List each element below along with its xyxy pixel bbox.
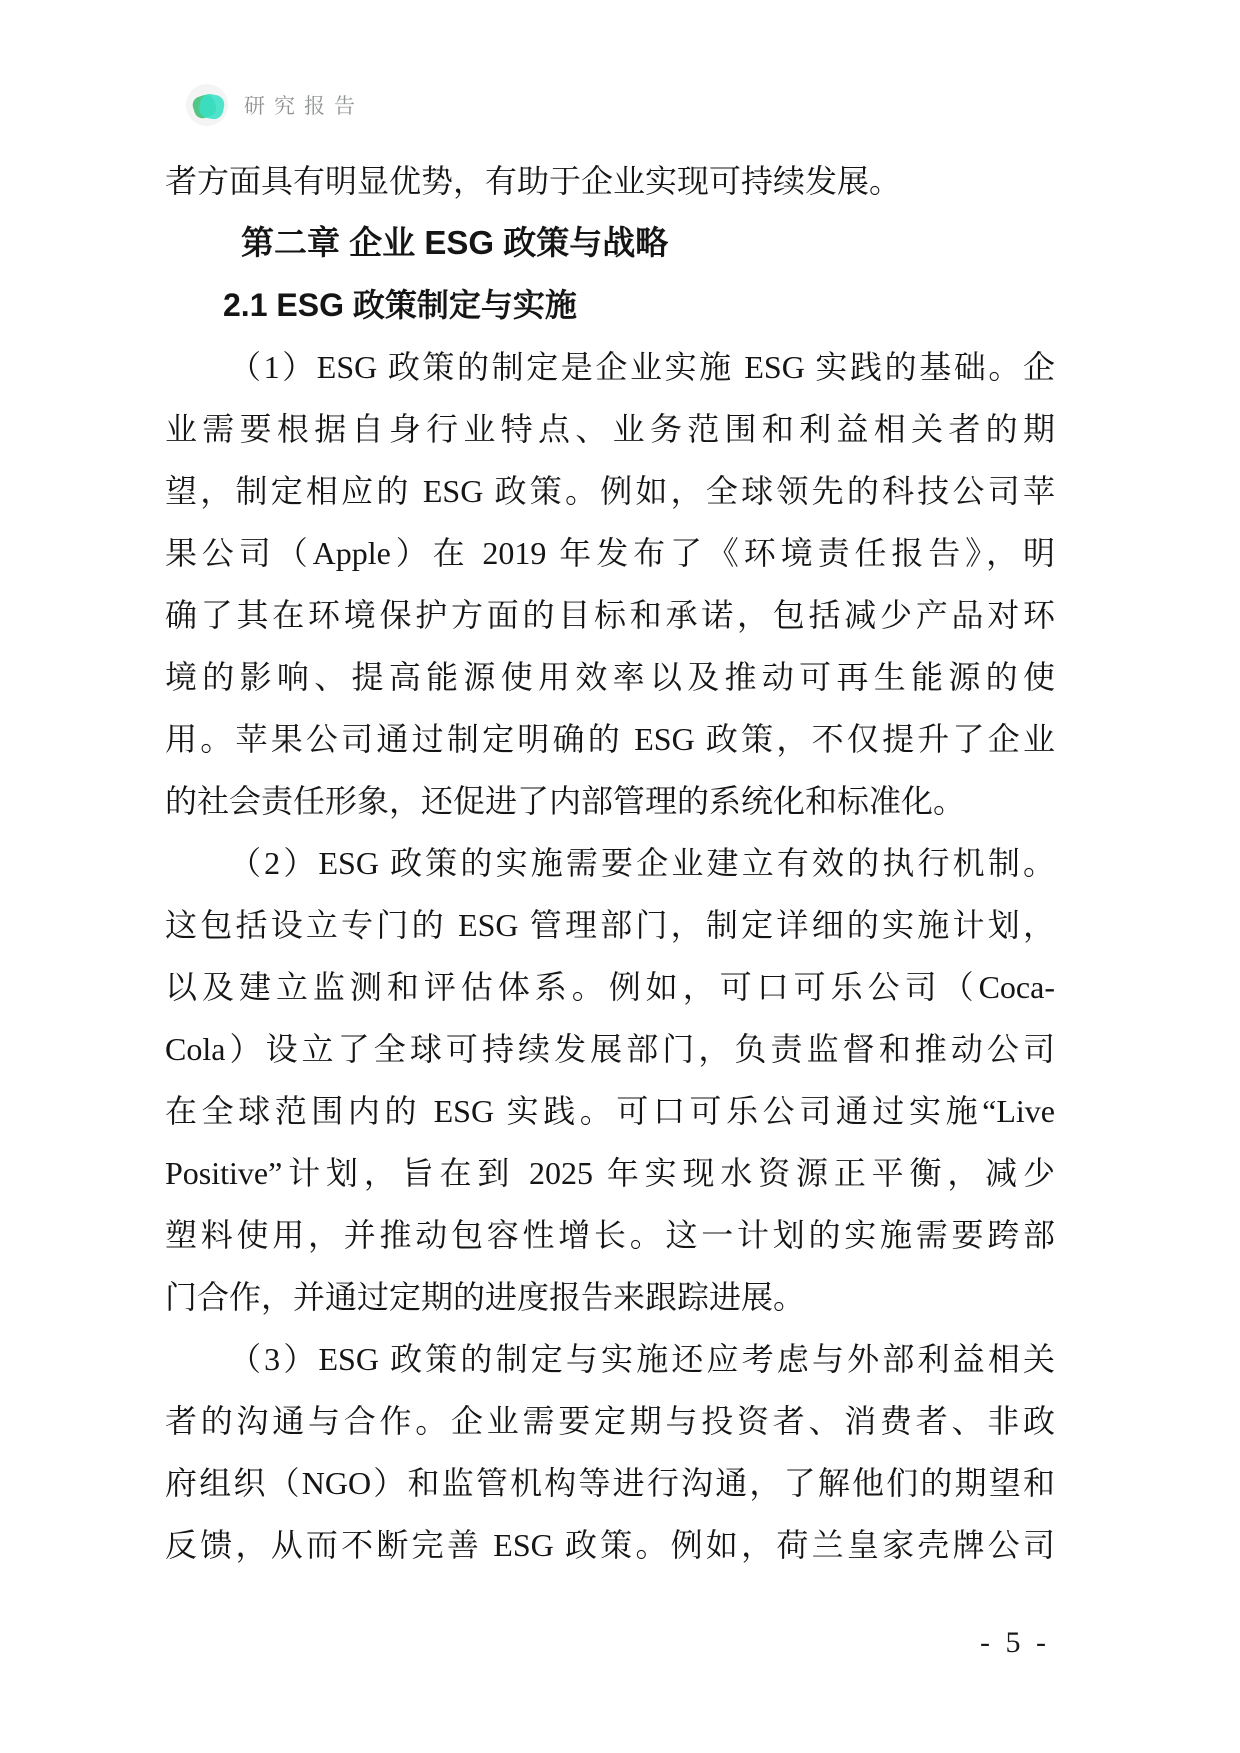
text-line: 在全球范围内的 ESG 实践。可口可乐公司通过实施“Live [165,1093,1055,1129]
text-line: 以及建立监测和评估体系。例如，可口可乐公司（Coca- [165,969,1055,1005]
text-line: （3）ESG 政策的制定与实施还应考虑与外部利益相关 [229,1341,1055,1377]
text-line: 望，制定相应的 ESG 政策。例如，全球领先的科技公司苹 [165,473,1055,509]
text-line: 这包括设立专门的 ESG 管理部门，制定详细的实施计划， [165,907,1055,943]
report-header [186,84,364,126]
text-line: 者的沟通与合作。企业需要定期与投资者、消费者、非政 [165,1403,1055,1439]
text-line: 确了其在环境保护方面的目标和承诺，包括减少产品对环 [165,597,1055,633]
text-line: （1）ESG 政策的制定是企业实施 ESG 实践的基础。企 [229,349,1055,385]
page-footer [980,1626,1050,1660]
page-number: - 5 - [980,1626,1050,1659]
text-line: 境的影响、提高能源使用效率以及推动可再生能源的使 [165,659,1055,695]
text-line: 府组织（NGO）和监管机构等进行沟通，了解他们的期望和 [165,1465,1055,1501]
text-line: 果公司（Apple）在 2019 年发布了《环境责任报告》，明 [165,535,1055,571]
text-line: Cola）设立了全球可持续发展部门，负责监督和推动公司 [165,1031,1055,1067]
text-line: 用。苹果公司通过制定明确的 ESG 政策，不仅提升了企业 [165,721,1055,757]
logo-label: 研究报告 [244,94,364,118]
chapter-heading: 第二章 企业 ESG 政策与战略 [241,224,669,261]
text-line: 的社会责任形象，还促进了内部管理的系统化和标准化。 [165,783,966,819]
section-heading: 2.1 ESG 政策制定与实施 [223,287,577,323]
text-line: Positive”计划，旨在到 2025 年实现水资源正平衡，减少 [165,1155,1055,1191]
text-line: 者方面具有明显优势，有助于企业实现可持续发展。 [165,163,902,199]
text-line: 门合作，并通过定期的进度报告来跟踪进展。 [165,1279,806,1315]
text-line: 业需要根据自身行业特点、业务范围和利益相关者的期 [165,411,1055,447]
text-line: 塑料使用，并推动包容性增长。这一计划的实施需要跨部 [165,1217,1055,1253]
brand-logo-icon [186,84,228,126]
text-line: （2）ESG 政策的实施需要企业建立有效的执行机制。 [229,845,1055,881]
document-body [165,150,1055,1576]
text-line: 反馈，从而不断完善 ESG 政策。例如，荷兰皇家壳牌公司 [165,1527,1055,1563]
